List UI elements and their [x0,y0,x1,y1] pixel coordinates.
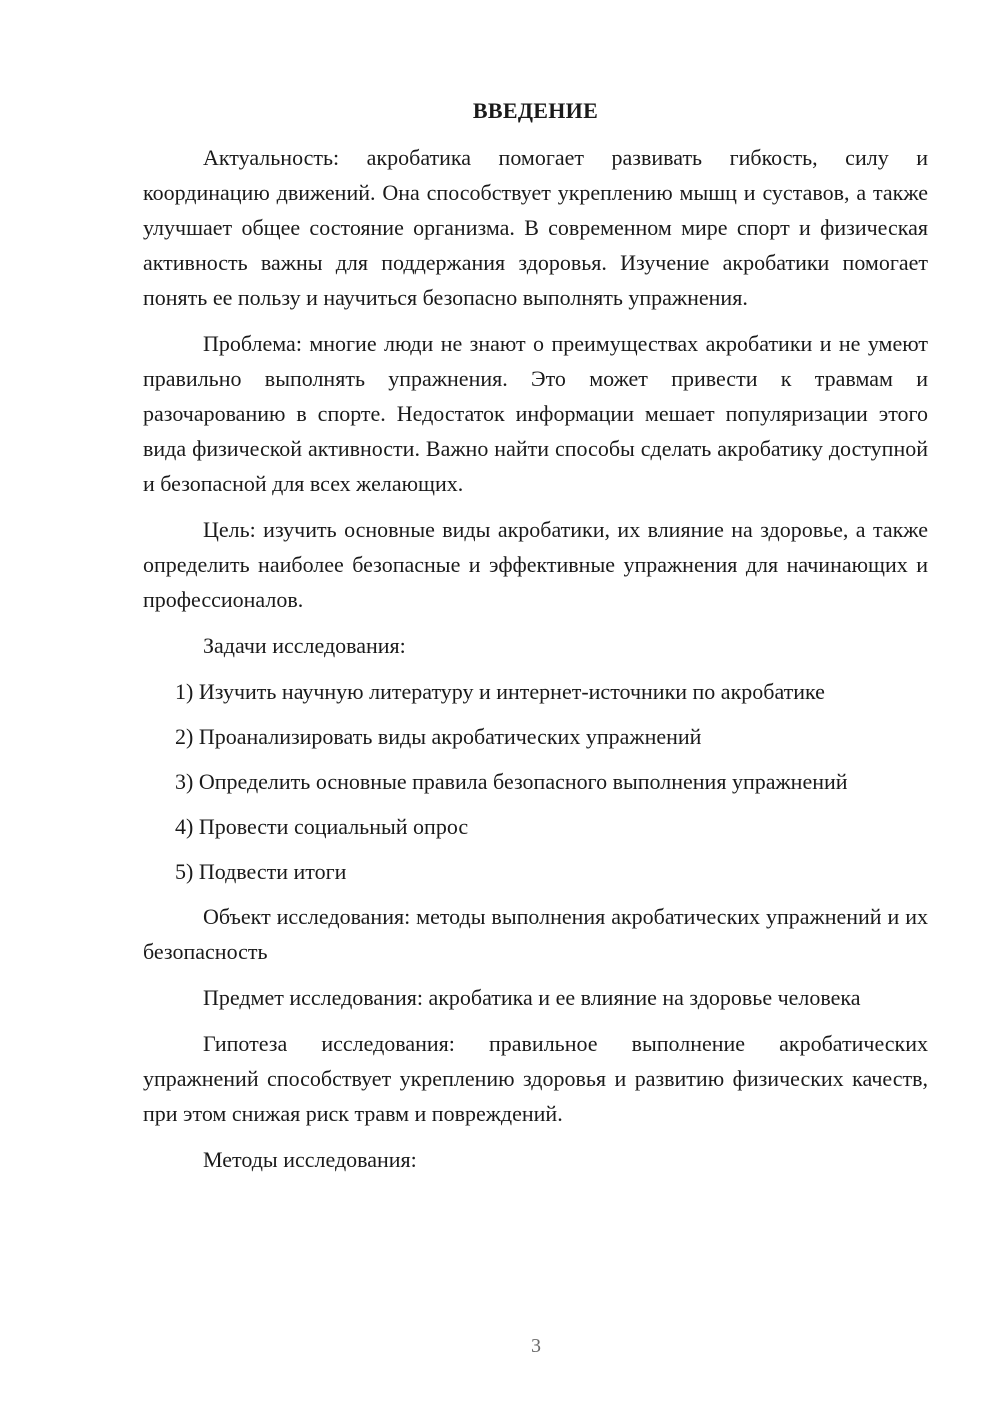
tasks-heading: Задачи исследования: [203,633,406,658]
paragraph-subject: Предмет исследования: акробатика и ее влияние на здоровье человека [203,985,861,1010]
task-item-5: 5) Подвести итоги [175,859,347,884]
task-item-2: 2) Проанализировать виды акробатических упражнений [175,724,702,749]
paragraph-relevance: Актуальность: акробатика помогает развивать гибкость, силу и координацию движений. Она способствует укреплению мышц и суставов, а также улучшает общее состояние организма. В современном мире спорт и физическая активность важны для поддержания здоровья. Изучение акробатики помогает понять ее пользу и научиться безопасно выполнять упражнения. [143,145,928,310]
paragraph-problem: Проблема: многие люди не знают о преимуществах акробатики и не умеют правильно выполнять упражнения. Это может привести к травмам и разочарованию в спорте. Недостаток информации мешает популяризации этого вида физической активности. Важно найти способы сделать акробатику доступной и безопасной для всех желающих. [143,331,928,496]
methods-heading: Методы исследования: [203,1147,417,1172]
task-item-4: 4) Провести социальный опрос [175,814,469,839]
section-title: ВВЕДЕНИЕ [472,98,599,123]
page-number: 3 [531,1335,541,1357]
paragraph-object: Объект исследования: методы выполнения акробатических упражнений и их безопасность [143,904,928,964]
page-content [143,96,928,1188]
paragraph-hypothesis: Гипотеза исследования: правильное выполнение акробатических упражнений способствует укреплению здоровья и развитию физических качеств, при этом снижая риск травм и повреждений. [143,1031,928,1126]
task-item-3: 3) Определить основные правила безопасного выполнения упражнений [175,769,848,794]
task-item-1: 1) Изучить научную литературу и интернет-источники по акробатике [175,679,825,704]
paragraph-goal: Цель: изучить основные виды акробатики, их влияние на здоровье, а также определить наиболее безопасные и эффективные упражнения для начинающих и профессионалов. [143,517,928,612]
